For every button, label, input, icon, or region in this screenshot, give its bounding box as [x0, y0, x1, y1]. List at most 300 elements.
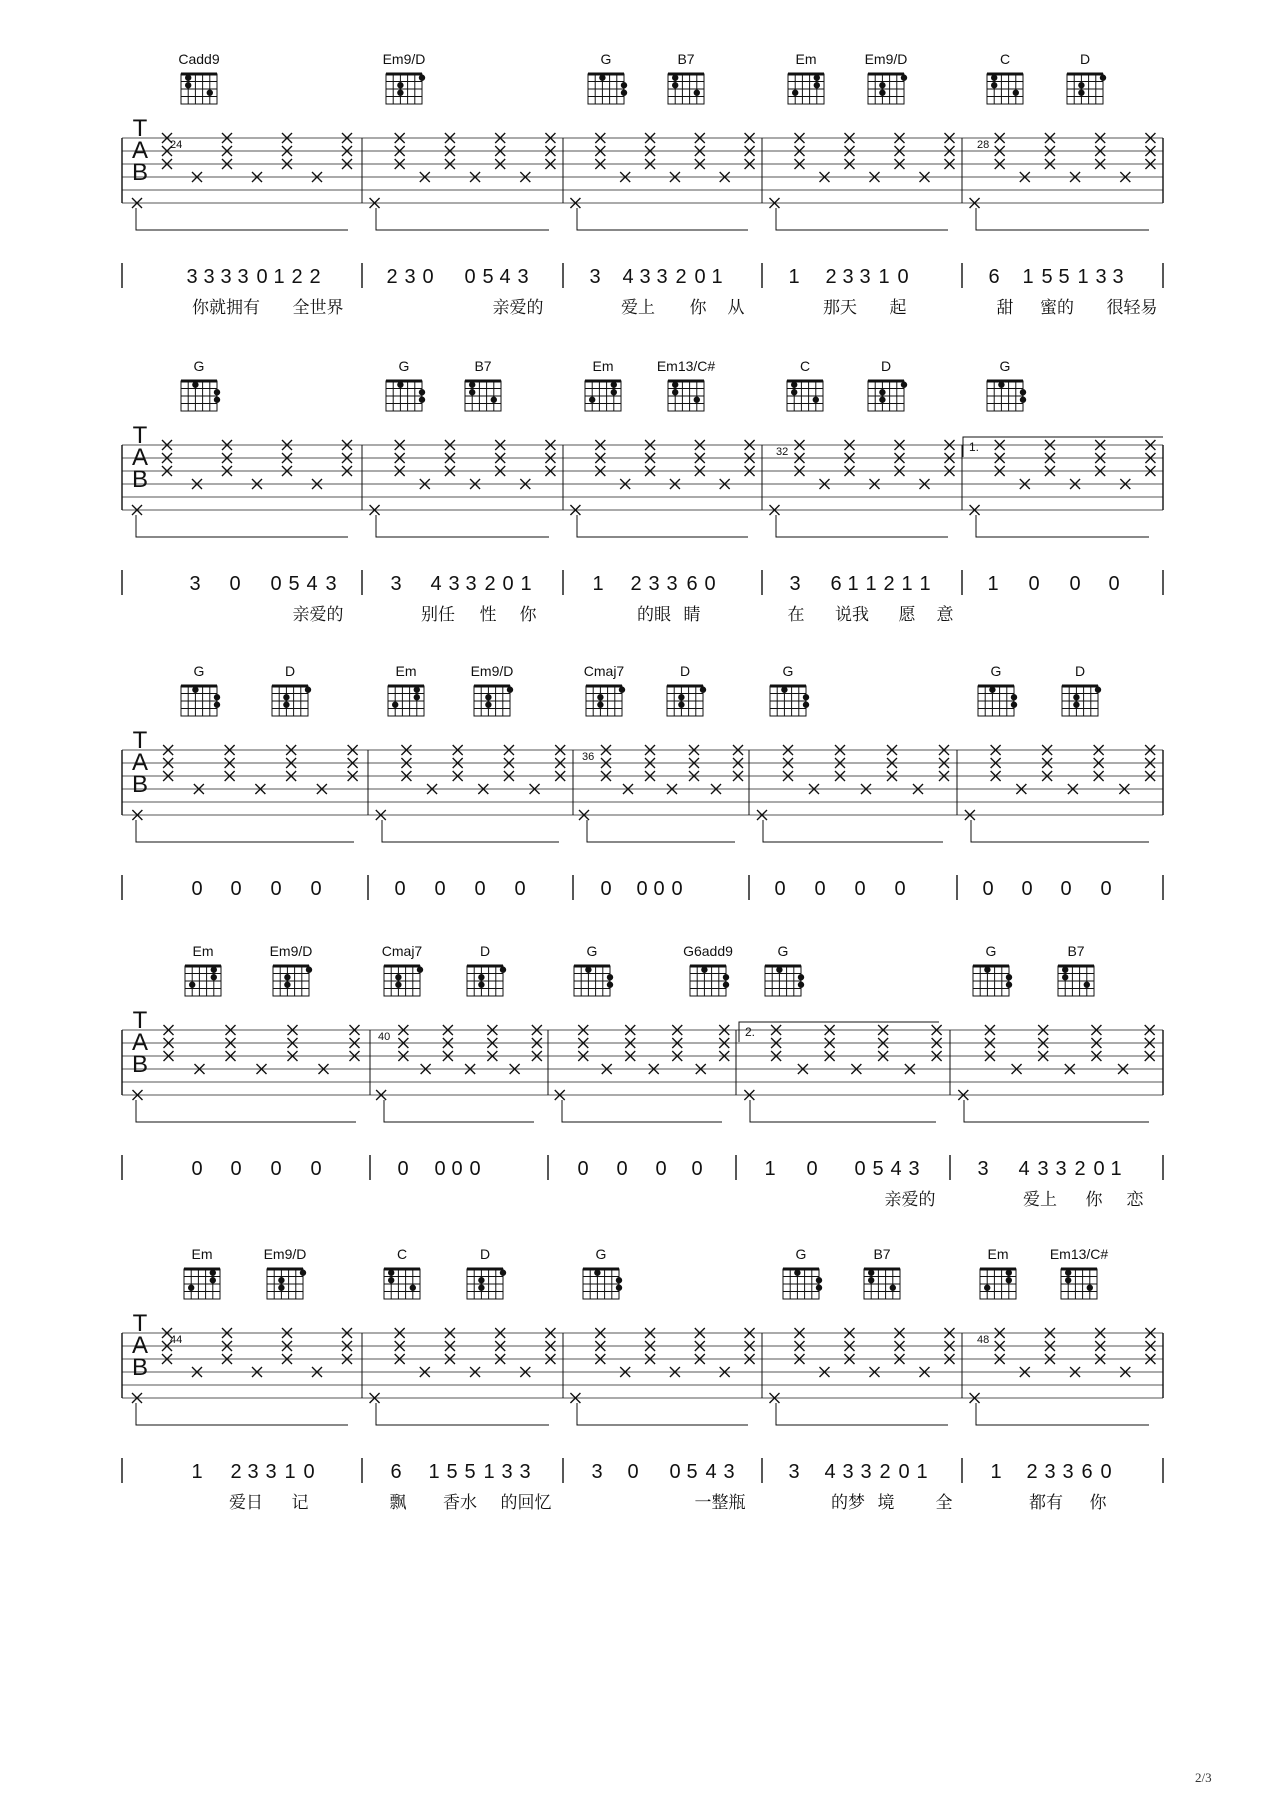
chord-name: G [985, 943, 997, 959]
jianpu-note: 3 [789, 573, 801, 595]
chord-diagram [787, 358, 823, 411]
chord-dot [814, 75, 820, 81]
jianpu-note: 3 [465, 573, 477, 595]
measure-number: 40 [378, 1031, 391, 1043]
chord-dot [597, 694, 603, 700]
rhythm-beam [136, 1403, 348, 1425]
chord-dot [1065, 1270, 1071, 1276]
chord-dot [1020, 397, 1026, 403]
jianpu-note: 0 [898, 1461, 910, 1483]
jianpu-note: 0 [270, 1158, 282, 1180]
jianpu-note: 0 [806, 1158, 818, 1180]
chord-diagram [383, 51, 426, 104]
tab-clef-letter: B [131, 1354, 149, 1381]
chord-dot [879, 389, 885, 395]
chord-dot [611, 382, 617, 388]
jianpu-note: 1 [788, 266, 800, 288]
chord-dot [1062, 974, 1068, 980]
jianpu-note: 0 [653, 878, 665, 900]
jianpu-note: 0 [397, 1158, 409, 1180]
jianpu-note: 1 [987, 573, 999, 595]
jianpu-note: 1 [878, 266, 890, 288]
jianpu-note: 6 [686, 573, 698, 595]
chord-dot [414, 687, 420, 693]
chord-diagram [980, 1246, 1016, 1299]
chord-diagram [987, 358, 1026, 411]
jianpu-note: 3 [842, 1461, 854, 1483]
chord-name: C [396, 1246, 408, 1262]
rhythm-beam [376, 1403, 549, 1425]
jianpu-note: 0 [854, 1158, 866, 1180]
chord-dot [392, 702, 398, 708]
tab-clef-letter: A [131, 444, 149, 471]
chord-dot [469, 382, 475, 388]
jianpu-note: 0 [230, 1158, 242, 1180]
jianpu-note: 3 [666, 573, 678, 595]
chord-dot [500, 967, 506, 973]
chord-dot [599, 75, 605, 81]
jianpu-note: 0 [1069, 573, 1081, 595]
lyric-text: 愿 [898, 605, 916, 624]
rhythm-beam [376, 515, 549, 537]
chord-diagram [574, 943, 613, 996]
jianpu-note: 2 [1026, 1461, 1038, 1483]
chord-dot [388, 1277, 394, 1283]
jianpu-note: 3 [203, 266, 215, 288]
chord-dot [776, 967, 782, 973]
jianpu-note: 0 [394, 878, 406, 900]
lyric-text: 很轻易 [1106, 298, 1158, 317]
jianpu-note: 1 [919, 573, 931, 595]
jianpu-note: 1 [847, 573, 859, 595]
chord-name: Cadd9 [178, 51, 220, 67]
chord-name: G [782, 663, 794, 679]
jianpu-note: 0 [894, 878, 906, 900]
chord-dot [478, 1285, 484, 1291]
system-2 [122, 358, 1163, 624]
jianpu-note: 0 [691, 1158, 703, 1180]
chord-dot [478, 974, 484, 980]
system-5 [122, 1246, 1163, 1512]
jianpu-note: 0 [303, 1461, 315, 1483]
chord-dot [879, 82, 885, 88]
chord-diagram [765, 943, 804, 996]
jianpu-note: 6 [1081, 1461, 1093, 1483]
chord-dot [388, 1270, 394, 1276]
jianpu-note: 4 [890, 1158, 902, 1180]
chord-name: G [398, 358, 410, 374]
chord-name: Cmaj7 [381, 943, 423, 959]
chord-dot [816, 1277, 822, 1283]
lyric-text: 说我 [835, 605, 869, 624]
chord-name: D [479, 1246, 491, 1262]
jianpu-note: 3 [591, 1461, 603, 1483]
rhythm-beam [750, 1100, 936, 1122]
chord-diagram [583, 1246, 622, 1299]
tab-clef-letter: B [131, 1051, 149, 1078]
chord-name: Em [795, 51, 817, 67]
chord-name: D [1079, 51, 1091, 67]
chord-diagram [865, 51, 908, 104]
chord-diagram [467, 943, 506, 996]
jianpu-note: 1 [273, 266, 285, 288]
jianpu-note: 0 [669, 1461, 681, 1483]
jianpu-note: 0 [655, 1158, 667, 1180]
jianpu-note: 3 [639, 266, 651, 288]
tab-clef-letter: A [131, 1029, 149, 1056]
rhythm-beam [776, 1403, 948, 1425]
chord-dot [611, 389, 617, 395]
jianpu-note: 3 [501, 1461, 513, 1483]
jianpu-note: 0 [270, 573, 282, 595]
chord-dot [410, 1285, 416, 1291]
chord-dot [485, 694, 491, 700]
jianpu-note: 3 [325, 573, 337, 595]
lyric-text: 意 [936, 605, 954, 624]
chord-diagram [1050, 1246, 1109, 1299]
chord-name: D [1074, 663, 1086, 679]
chord-dot [1078, 90, 1084, 96]
measure-number: 32 [776, 446, 789, 458]
chord-name: G6add9 [683, 943, 733, 959]
jianpu-note: 3 [860, 1461, 872, 1483]
chord-diagram [1058, 943, 1094, 996]
chord-name: B7 [873, 1246, 891, 1262]
jianpu-note: 0 [1100, 1461, 1112, 1483]
chord-dot [507, 687, 513, 693]
chord-dot [701, 967, 707, 973]
chord-dot [616, 1277, 622, 1283]
jianpu-note: 4 [824, 1461, 836, 1483]
chord-diagram [987, 51, 1023, 104]
jianpu-note: 3 [1055, 1158, 1067, 1180]
chord-dot [300, 1270, 306, 1276]
chord-name: C [799, 358, 811, 374]
chord-dot [210, 1270, 216, 1276]
chord-dot [619, 687, 625, 693]
lyric-text: 蜜的 [1040, 298, 1074, 317]
chord-name: B7 [677, 51, 695, 67]
chord-dot [989, 687, 995, 693]
jianpu-note: 1 [191, 1461, 203, 1483]
chord-diagram [272, 663, 311, 716]
jianpu-note: 3 [220, 266, 232, 288]
jianpu-note: 4 [430, 573, 442, 595]
jianpu-note: 3 [1095, 266, 1107, 288]
jianpu-note: 3 [1112, 266, 1124, 288]
tab-clef-letter: T [132, 727, 148, 754]
chord-name: D [679, 663, 691, 679]
tab-clef-letter: T [132, 422, 148, 449]
chord-dot [1013, 90, 1019, 96]
chord-dot [901, 382, 907, 388]
lyric-text: 恋 [1126, 1190, 1144, 1209]
chord-dot [816, 1285, 822, 1291]
jianpu-note: 3 [265, 1461, 277, 1483]
jianpu-note: 5 [482, 266, 494, 288]
chord-dot [998, 382, 1004, 388]
chord-name: D [479, 943, 491, 959]
jianpu-note: 2 [825, 266, 837, 288]
chord-dot [791, 382, 797, 388]
jianpu-note: 1 [1110, 1158, 1122, 1180]
measure-number: 48 [977, 1334, 990, 1346]
chord-dot [1087, 1285, 1093, 1291]
chord-dot [185, 75, 191, 81]
measure-number: 36 [582, 751, 595, 763]
chord-dot [791, 389, 797, 395]
jianpu-note: 0 [230, 878, 242, 900]
lyric-text: 香水 [443, 1493, 477, 1512]
jianpu-note: 3 [908, 1158, 920, 1180]
jianpu-note: 4 [622, 266, 634, 288]
lyric-text: 性 [479, 605, 497, 624]
rhythm-beam [964, 1100, 1149, 1122]
jianpu-note: 5 [1041, 266, 1053, 288]
jianpu-note: 0 [502, 573, 514, 595]
rhythm-beam [577, 1403, 748, 1425]
rhythm-beam [136, 208, 348, 230]
chord-dot [478, 982, 484, 988]
lyric-text: 的梦 [831, 1493, 865, 1512]
rhythm-beam [976, 1403, 1149, 1425]
jianpu-note: 2 [386, 266, 398, 288]
jianpu-note: 3 [977, 1158, 989, 1180]
chord-dot [700, 687, 706, 693]
jianpu-note: 0 [270, 878, 282, 900]
chord-diagram [386, 358, 425, 411]
chord-name: G [193, 358, 205, 374]
chord-dot [395, 974, 401, 980]
chord-dot [185, 82, 191, 88]
chord-diagram [185, 943, 221, 996]
lyric-text: 爱日 [229, 1493, 263, 1512]
jianpu-note: 0 [671, 878, 683, 900]
lyric-text: 甜 [996, 298, 1014, 317]
jianpu-note: 0 [616, 1158, 628, 1180]
chord-name: Em13/C# [656, 358, 716, 374]
chord-dot [798, 982, 804, 988]
chord-dot [991, 75, 997, 81]
tab-clef-letter: T [132, 115, 148, 142]
jianpu-note: 5 [1058, 266, 1070, 288]
chord-dot [678, 702, 684, 708]
jianpu-note: 3 [1037, 1158, 1049, 1180]
jianpu-note: 0 [854, 878, 866, 900]
chord-dot [672, 389, 678, 395]
jianpu-note: 3 [723, 1461, 735, 1483]
chord-dot [214, 702, 220, 708]
chord-name: G [999, 358, 1011, 374]
tab-clef-letter: A [131, 749, 149, 776]
rhythm-beam [376, 208, 549, 230]
chord-dot [500, 1270, 506, 1276]
jianpu-note: 4 [306, 573, 318, 595]
jianpu-note: 1 [764, 1158, 776, 1180]
jianpu-note: 0 [310, 1158, 322, 1180]
jianpu-note: 3 [1044, 1461, 1056, 1483]
system-4 [122, 943, 1163, 1209]
lyric-text: 从 [727, 298, 745, 317]
chord-dot [192, 382, 198, 388]
chord-dot [621, 82, 627, 88]
chord-name: Em13/C# [1049, 1246, 1109, 1262]
chord-dot [672, 382, 678, 388]
jianpu-note: 1 [592, 573, 604, 595]
chord-dot [594, 1270, 600, 1276]
chord-diagram [471, 663, 514, 716]
chord-diagram [184, 1246, 220, 1299]
chord-dot [395, 982, 401, 988]
chord-dot [1095, 687, 1101, 693]
chord-dot [803, 694, 809, 700]
lyric-text: 爱上 [621, 298, 655, 317]
rhythm-beam [136, 1100, 356, 1122]
jianpu-note: 2 [484, 573, 496, 595]
jianpu-note: 2 [1074, 1158, 1086, 1180]
jianpu-note: 1 [990, 1461, 1002, 1483]
jianpu-note: 5 [446, 1461, 458, 1483]
rhythm-beam [971, 820, 1149, 842]
chord-dot [306, 967, 312, 973]
lyric-text: 飘 [389, 1493, 407, 1512]
chord-name: Em9/D [263, 1246, 307, 1262]
tab-clef-letter: B [131, 466, 149, 493]
chord-name: G [600, 51, 612, 67]
chord-diagram [181, 358, 220, 411]
jianpu-note: 0 [1060, 878, 1072, 900]
jianpu-note: 1 [865, 573, 877, 595]
chord-dot [1006, 974, 1012, 980]
jianpu-note: 0 [310, 878, 322, 900]
chord-dot [607, 974, 613, 980]
chord-dot [192, 687, 198, 693]
chord-dot [1011, 694, 1017, 700]
jianpu-note: 0 [434, 878, 446, 900]
jianpu-note: 1 [1077, 266, 1089, 288]
chord-dot [1020, 389, 1026, 395]
chord-diagram [668, 51, 704, 104]
chord-dot [188, 1285, 194, 1291]
chord-diagram [1062, 663, 1101, 716]
jianpu-note: 2 [879, 1461, 891, 1483]
measure-number: 28 [977, 139, 990, 151]
jianpu-note: 0 [464, 266, 476, 288]
lyric-text: 在 [787, 605, 805, 624]
jianpu-note: 6 [830, 573, 842, 595]
chord-name: C [999, 51, 1011, 67]
jianpu-note: 4 [705, 1461, 717, 1483]
jianpu-note: 3 [648, 573, 660, 595]
chord-diagram [973, 943, 1012, 996]
jianpu-note: 3 [189, 573, 201, 595]
chord-dot [890, 1285, 896, 1291]
tab-clef-letter: A [131, 137, 149, 164]
chord-dot [214, 389, 220, 395]
chord-name: B7 [1067, 943, 1085, 959]
tab-clef-letter: B [131, 159, 149, 186]
jianpu-note: 0 [577, 1158, 589, 1180]
jianpu-note: 0 [256, 266, 268, 288]
chord-dot [283, 702, 289, 708]
chord-name: Em9/D [269, 943, 313, 959]
chord-dot [283, 694, 289, 700]
chord-diagram [868, 358, 907, 411]
jianpu-note: 1 [916, 1461, 928, 1483]
chord-diagram [388, 663, 424, 716]
lyric-text: 的回忆 [500, 1493, 552, 1512]
chord-dot [1011, 702, 1017, 708]
chord-diagram [864, 1246, 900, 1299]
chord-dot [1100, 75, 1106, 81]
chord-name: Em9/D [864, 51, 908, 67]
jianpu-note: 0 [451, 1158, 463, 1180]
chord-dot [672, 82, 678, 88]
chord-dot [984, 967, 990, 973]
chord-name: Cmaj7 [583, 663, 625, 679]
jianpu-note: 0 [474, 878, 486, 900]
chord-dot [879, 397, 885, 403]
chord-dot [803, 702, 809, 708]
chord-dot [868, 1270, 874, 1276]
jianpu-note: 0 [982, 878, 994, 900]
chord-dot [621, 90, 627, 96]
chord-diagram [270, 943, 313, 996]
chord-diagram [770, 663, 809, 716]
chord-name: Em9/D [470, 663, 514, 679]
chord-dot [305, 687, 311, 693]
chord-diagram [788, 51, 824, 104]
chord-dot [469, 389, 475, 395]
chord-diagram [384, 1246, 420, 1299]
jianpu-note: 4 [499, 266, 511, 288]
chord-name: G [990, 663, 1002, 679]
rhythm-beam [976, 515, 1149, 537]
lyric-text: 亲爱的 [884, 1190, 936, 1209]
chord-name: Em [395, 663, 417, 679]
chord-diagram [465, 358, 501, 411]
chord-dot [1065, 1277, 1071, 1283]
jianpu-note: 3 [788, 1461, 800, 1483]
lyric-text: 亲爱的 [492, 298, 544, 317]
tab-clef-letter: T [132, 1007, 148, 1034]
chord-diagram [667, 663, 706, 716]
chord-name: B7 [474, 358, 492, 374]
rhythm-beam [587, 820, 735, 842]
chord-dot [211, 974, 217, 980]
chord-diagram [584, 663, 625, 716]
chord-dot [879, 90, 885, 96]
chord-dot [417, 967, 423, 973]
chord-diagram [178, 51, 219, 104]
measure-number: 24 [170, 139, 183, 151]
jianpu-note: 5 [872, 1158, 884, 1180]
chord-dot [585, 967, 591, 973]
chord-dot [1078, 82, 1084, 88]
chord-dot [1006, 1277, 1012, 1283]
lyric-text: 别任 [421, 605, 455, 624]
chord-dot [1062, 967, 1068, 973]
rhythm-beam [776, 208, 948, 230]
measure-number: 44 [170, 1334, 183, 1346]
jianpu-note: 3 [186, 266, 198, 288]
jianpu-note: 0 [514, 878, 526, 900]
chord-dot [607, 982, 613, 988]
chord-dot [589, 397, 595, 403]
rhythm-beam [763, 820, 943, 842]
system-1 [122, 51, 1163, 317]
rhythm-beam [577, 208, 748, 230]
